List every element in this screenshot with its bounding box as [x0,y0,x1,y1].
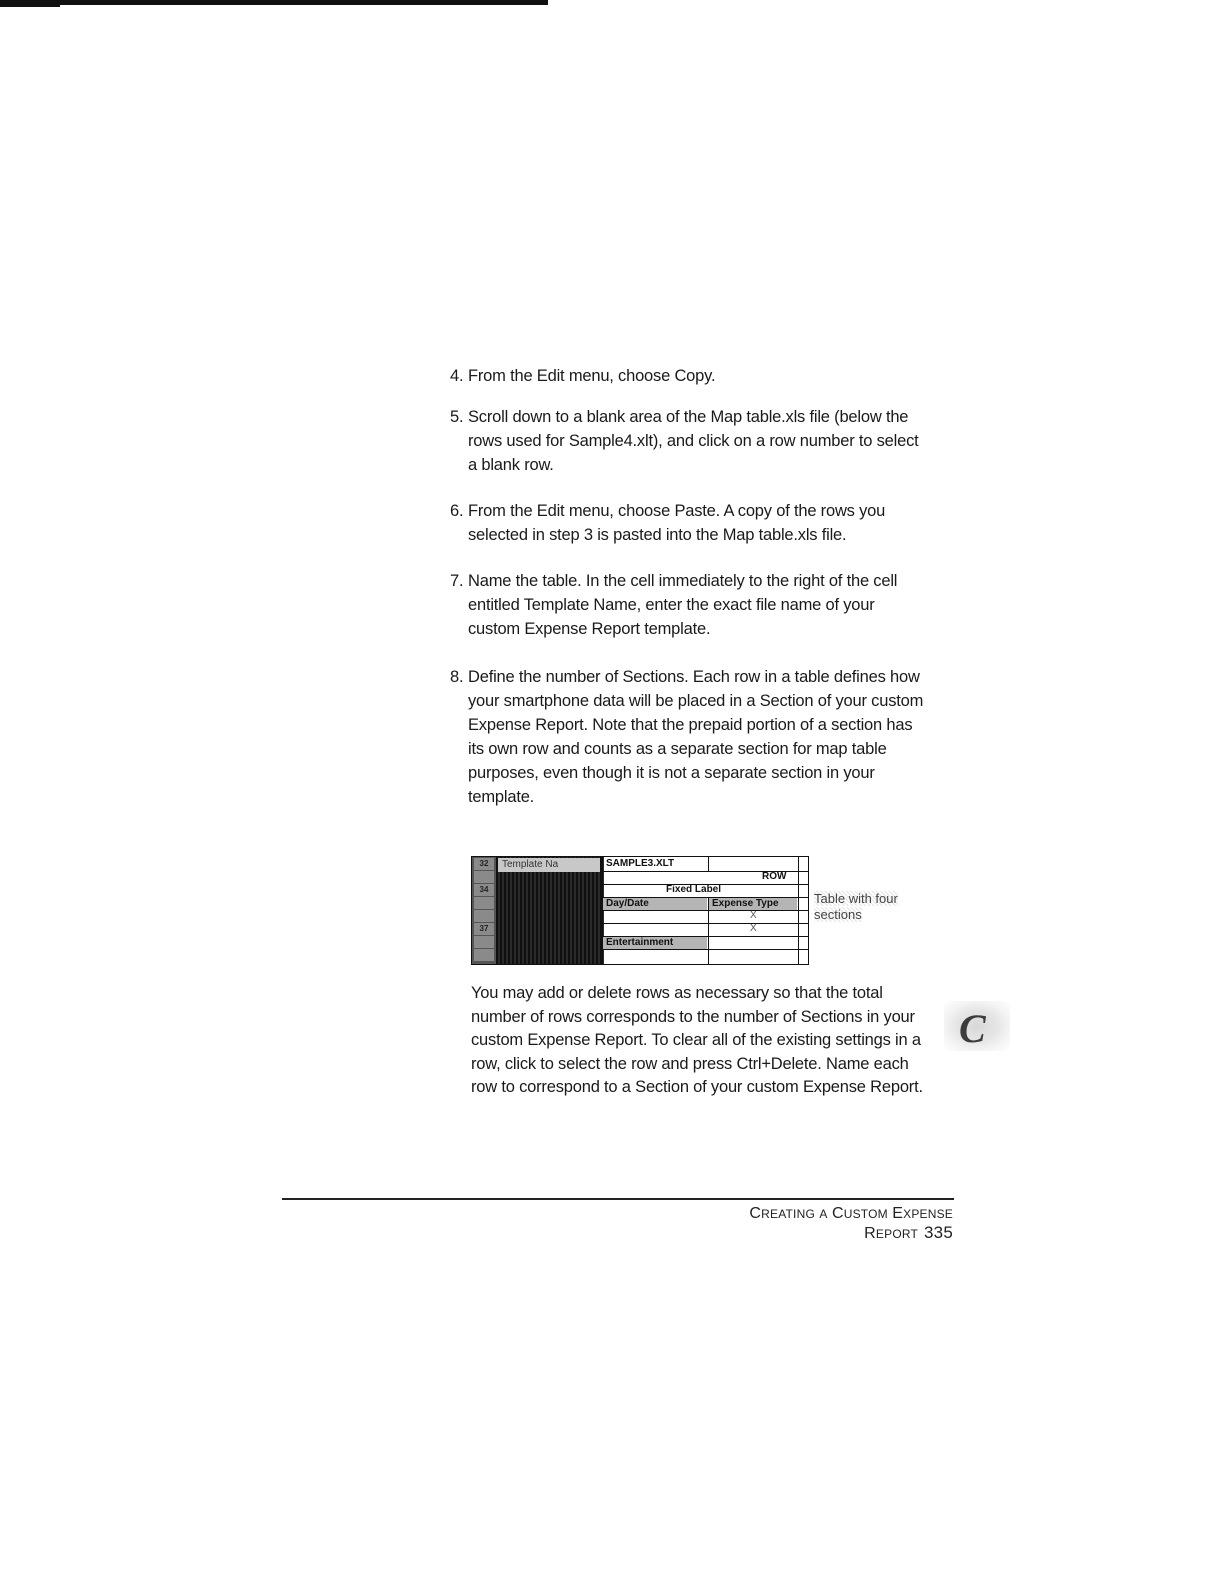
day-date-cell: Day/Date [603,898,707,910]
footer-rule [282,1198,954,1200]
step-8 [450,665,930,809]
x-mark: X [750,910,757,921]
step-7 [450,569,930,641]
body-paragraph: You may add or delete rows as necessary so that the total number of rows corresponds to the number of Sections in your custom Expense Report. To clear all of the existing settings in a row, click to select the row and press Ctrl+Delete. Name each row to correspond to a Section of your custom Expense Report. [471,984,923,1096]
step-6 [450,499,930,547]
top-rule [0,0,548,5]
step-text: From the Edit menu, choose Paste. A copy of the rows you selected in step 3 is pasted into the Map table.xls file. [468,502,886,544]
expense-type-cell: Expense Type [709,898,797,910]
appendix-letter: C [959,1006,986,1051]
row-number [474,871,494,883]
step-text: Scroll down to a blank area of the Map table.xls file (below the rows used for Sample4.xlt), and click on a row number to select a blank row. [468,408,919,474]
row-number [474,936,494,948]
row-number [474,949,494,961]
row-number: 32 [474,858,494,870]
map-table-screenshot [471,856,809,965]
step-number: 6. [450,502,464,520]
row-number [474,910,494,922]
step-text: Name the table. In the cell immediately to the right of the cell entitled Template Name, enter the exact file name of your custom Expense Report template. [468,572,898,638]
row-number-column [472,857,496,964]
step-4 [450,364,930,388]
x-mark: X [750,923,757,934]
step-number: 4. [450,367,464,385]
row-number [474,897,494,909]
step-number: 8. [450,668,464,686]
step-text: Define the number of Sections. Each row in a table defines how your smartphone data will be placed in a Section of your custom Expense Report. Note that the prepaid portion of a section has its own row and counts as a separate section for map table purposes, even though it is not a separate section in your template. [468,668,924,806]
step-number: 7. [450,572,464,590]
fixed-label: Fixed Label [666,884,722,895]
row-number: 37 [474,923,494,935]
template-name-label: Template Na [498,858,600,872]
caption-line-2: sections [814,907,862,922]
row-number: 34 [474,884,494,896]
appendix-tab [944,1001,1010,1051]
step-number: 5. [450,408,464,426]
page-number: 335 [924,1223,953,1242]
caption-line-1: Table with four [814,891,898,906]
step-text: From the Edit menu, choose Copy. [468,367,716,385]
template-value: SAMPLE3.XLT [606,858,675,869]
entertainment-cell: Entertainment [603,937,707,949]
step-5 [450,405,930,477]
row-label: ROW [762,871,787,882]
figure-caption [814,891,920,923]
running-footer: CREATING A CUSTOM EXPENSE REPORT 335 [749,1205,953,1242]
